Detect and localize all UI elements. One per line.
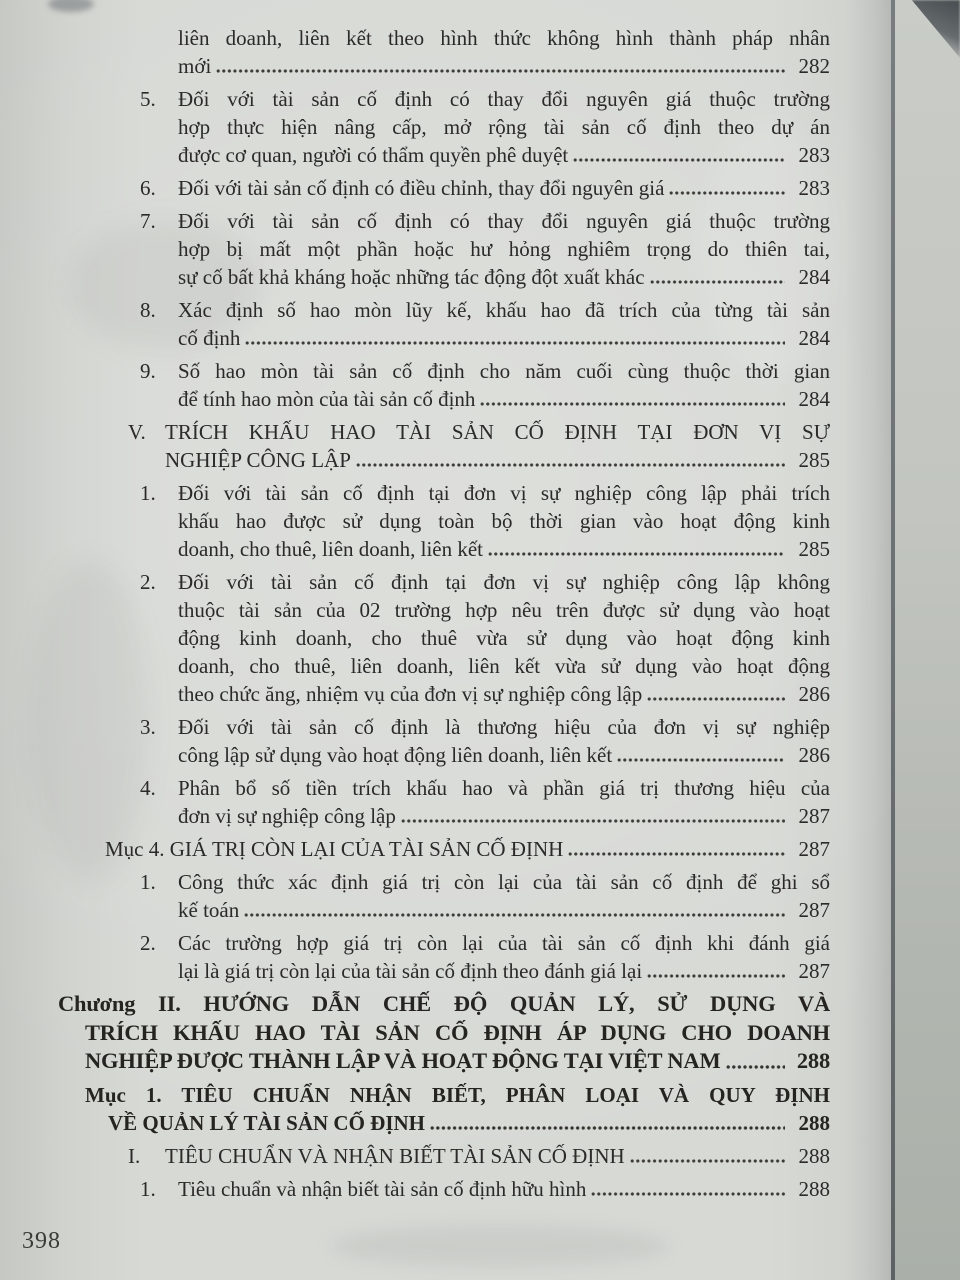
paper-blotch <box>330 1225 670 1267</box>
toc-entry <box>140 85 830 169</box>
toc-line <box>58 1047 830 1076</box>
toc-line: Số hao mòn tài sản cố định cho năm cuối cùng thuộc thời gian <box>178 359 830 383</box>
toc-line <box>178 535 830 563</box>
dotted-leader <box>726 1064 786 1070</box>
toc-entry-text: sự cố bất khả kháng hoặc những tác động đột xuất khác <box>178 265 645 289</box>
toc-entry-text: Tiêu chuẩn và nhận biết tài sản cố định hữu hình <box>178 1176 587 1201</box>
toc-entry <box>140 713 830 769</box>
toc-entry-marker: 1. <box>140 870 156 894</box>
toc-line: doanh, cho thuê, liên doanh, liên kết vừa sử dụng vào hoạt động <box>178 654 830 678</box>
toc-entry <box>140 929 830 985</box>
toc-entry-marker: 1. <box>140 1176 156 1201</box>
dotted-leader <box>356 462 785 468</box>
dotted-leader <box>244 912 785 918</box>
dotted-leader <box>617 757 785 763</box>
dotted-leader <box>650 279 785 285</box>
toc-line: hợp thực hiện nâng cấp, mở rộng tài sản cố định theo dự án <box>178 115 830 139</box>
toc-line <box>105 835 830 863</box>
toc-entry <box>128 1142 830 1170</box>
dotted-leader <box>480 401 785 407</box>
toc-entry <box>140 774 830 830</box>
toc-page-number: 282 <box>798 54 830 78</box>
toc-entry-text: Mục 4. GIÁ TRỊ CÒN LẠI CỦA TÀI SẢN CỐ ĐỊNH <box>105 837 564 861</box>
toc-line <box>178 1175 830 1203</box>
toc-line: thuộc tài sản của 02 trường hợp nêu trên được sử dụng vào hoạt <box>178 598 830 622</box>
dotted-leader <box>245 340 785 346</box>
toc-line: Đối với tài sản cố định là thương hiệu của đơn vị sự nghiệp <box>178 715 830 739</box>
toc-entry-marker: 6. <box>140 176 156 200</box>
toc-page-number: 286 <box>798 682 830 706</box>
dotted-leader <box>669 190 785 196</box>
toc-entry <box>140 479 830 563</box>
toc-entry-text: doanh, cho thuê, liên doanh, liên kết <box>178 537 484 561</box>
toc-page-number: 287 <box>798 959 830 983</box>
toc-line: động kinh doanh, cho thuê vừa sử dụng vào hoạt động kinh <box>178 626 830 650</box>
toc-line <box>178 263 830 291</box>
toc-line: TRÍCH KHẤU HAO TÀI SẢN CỐ ĐỊNH ÁP DỤNG CHO DOANH <box>85 1019 830 1045</box>
toc-entry-marker: 2. <box>140 570 156 594</box>
toc-page-number: 285 <box>798 448 830 472</box>
toc-page-number: 288 <box>796 1048 830 1073</box>
toc-line: Đối với tài sản cố định có thay đổi nguyên giá thuộc trường <box>178 87 830 111</box>
toc-page-number: 287 <box>798 837 830 861</box>
toc-entry <box>128 418 830 474</box>
toc-line: TRÍCH KHẤU HAO TÀI SẢN CỐ ĐỊNH TẠI ĐƠN VỊ SỰ <box>165 420 830 444</box>
toc-entry-marker: 9. <box>140 359 156 383</box>
toc-entry-marker: 8. <box>140 298 156 322</box>
toc-entry-marker: 2. <box>140 931 156 955</box>
toc-entry-text: đơn vị sự nghiệp công lập <box>178 804 396 828</box>
toc-entry <box>140 24 830 80</box>
toc-line <box>85 1109 830 1137</box>
toc-line: Xác định số hao mòn lũy kế, khấu hao đã trích của từng tài sản <box>178 298 830 322</box>
toc-line <box>178 741 830 769</box>
toc-line: Đối với tài sản cố định tại đơn vị sự nghiệp công lập không <box>178 570 830 594</box>
toc-line <box>178 680 830 708</box>
toc-page-number: 283 <box>798 176 830 200</box>
toc-entry-text: NGHIỆP CÔNG LẬP <box>165 448 351 472</box>
toc-line <box>178 141 830 169</box>
toc-entry-marker: 5. <box>140 87 156 111</box>
toc-line: Chương II. HƯỚNG DẪN CHẾ ĐỘ QUẢN LÝ, SỬ DỤNG VÀ <box>58 991 830 1016</box>
toc-entry-marker: I. <box>128 1143 141 1168</box>
toc-line <box>178 174 830 202</box>
toc-entry <box>58 990 830 1076</box>
toc-line <box>178 52 830 80</box>
toc-entry-marker: 7. <box>140 209 156 233</box>
toc-entry-text: lại là giá trị còn lại của tài sản cố định theo đánh giá lại <box>178 959 643 983</box>
dotted-leader <box>216 68 785 74</box>
toc-line: Mục 1. TIÊU CHUẨN NHẬN BIẾT, PHÂN LOẠI VÀ QUY ĐỊNH <box>85 1082 830 1107</box>
toc-entry-text: mới <box>178 54 212 78</box>
toc-entry-marker: V. <box>128 420 146 444</box>
toc-entry-marker: 3. <box>140 715 156 739</box>
toc-entry-text: Đối với tài sản cố định có điều chỉnh, thay đổi nguyên giá <box>178 176 665 200</box>
toc-entry <box>140 1175 830 1203</box>
toc-line: Đối với tài sản cố định có thay đổi nguyên giá thuộc trường <box>178 209 830 233</box>
toc-page-number: 288 <box>798 1143 830 1168</box>
toc-page-number: 284 <box>798 387 830 411</box>
toc-entry <box>140 296 830 352</box>
toc-page-number: 288 <box>798 1110 830 1135</box>
underlying-page-edge <box>895 0 960 1280</box>
toc-entry <box>105 835 830 863</box>
dotted-leader <box>630 1158 785 1164</box>
toc-entry <box>140 868 830 924</box>
dotted-leader <box>591 1191 785 1197</box>
toc-page-number: 287 <box>798 804 830 828</box>
toc-line <box>178 324 830 352</box>
toc-line <box>178 385 830 413</box>
toc-entry-text: cố định <box>178 326 241 350</box>
toc-line <box>165 446 830 474</box>
page-number: 398 <box>22 1228 61 1254</box>
toc-line: hợp bị mất một phần hoặc hư hỏng nghiêm trọng do thiên tai, <box>178 237 830 261</box>
toc-page-number: 283 <box>798 143 830 167</box>
toc-entry <box>140 207 830 291</box>
table-of-contents <box>58 24 830 1208</box>
toc-line <box>178 896 830 924</box>
toc-line <box>165 1142 830 1170</box>
toc-page-number: 287 <box>798 898 830 922</box>
toc-entry <box>140 568 830 708</box>
dotted-leader <box>573 157 785 163</box>
toc-entry-text: TIÊU CHUẨN VÀ NHẬN BIẾT TÀI SẢN CỐ ĐỊNH <box>165 1143 625 1168</box>
dotted-leader <box>430 1125 785 1131</box>
toc-entry <box>140 174 830 202</box>
toc-page-number: 285 <box>798 537 830 561</box>
toc-entry-text: NGHIỆP ĐƯỢC THÀNH LẬP VÀ HOẠT ĐỘNG TẠI VIỆT NAM <box>85 1048 721 1073</box>
toc-line: khấu hao được sử dụng toàn bộ thời gian vào hoạt động kinh <box>178 509 830 533</box>
toc-entry-text: để tính hao mòn của tài sản cố định <box>178 387 476 411</box>
toc-entry-text: được cơ quan, người có thẩm quyền phê duyệt <box>178 143 569 167</box>
toc-line: Công thức xác định giá trị còn lại của tài sản cố định để ghi sổ <box>178 870 830 894</box>
dotted-leader <box>647 696 785 702</box>
paper-blotch <box>30 560 150 880</box>
toc-line: Các trường hợp giá trị còn lại của tài sản cố định khi đánh giá <box>178 931 830 955</box>
toc-entry-text: theo chức ăng, nhiệm vụ của đơn vị sự nghiệp công lập <box>178 682 643 706</box>
toc-line: liên doanh, liên kết theo hình thức không hình thành pháp nhân <box>178 26 830 50</box>
toc-entry-marker: 1. <box>140 481 156 505</box>
toc-page-number: 284 <box>798 265 830 289</box>
toc-page-number: 284 <box>798 326 830 350</box>
dotted-leader <box>647 973 785 979</box>
toc-page-number: 286 <box>798 743 830 767</box>
page-curl-shadow <box>845 0 893 1280</box>
toc-entry-marker: 4. <box>140 776 156 800</box>
top-edge-smudge <box>48 0 94 12</box>
toc-line <box>178 957 830 985</box>
toc-entry <box>85 1081 830 1137</box>
dotted-leader <box>568 851 785 857</box>
toc-entry-text: VỀ QUẢN LÝ TÀI SẢN CỐ ĐỊNH <box>108 1110 425 1135</box>
toc-entry <box>140 357 830 413</box>
toc-page-number: 288 <box>798 1176 830 1201</box>
toc-line <box>178 802 830 830</box>
dotted-leader <box>401 818 785 824</box>
dotted-leader <box>488 551 785 557</box>
toc-entry-text: kế toán <box>178 898 240 922</box>
toc-entry-text: công lập sử dụng vào hoạt động liên doanh, liên kết <box>178 743 613 767</box>
toc-line: Phân bổ số tiền trích khấu hao và phần giá trị thương hiệu của <box>178 776 830 800</box>
toc-line: Đối với tài sản cố định tại đơn vị sự nghiệp công lập phải trích <box>178 481 830 505</box>
